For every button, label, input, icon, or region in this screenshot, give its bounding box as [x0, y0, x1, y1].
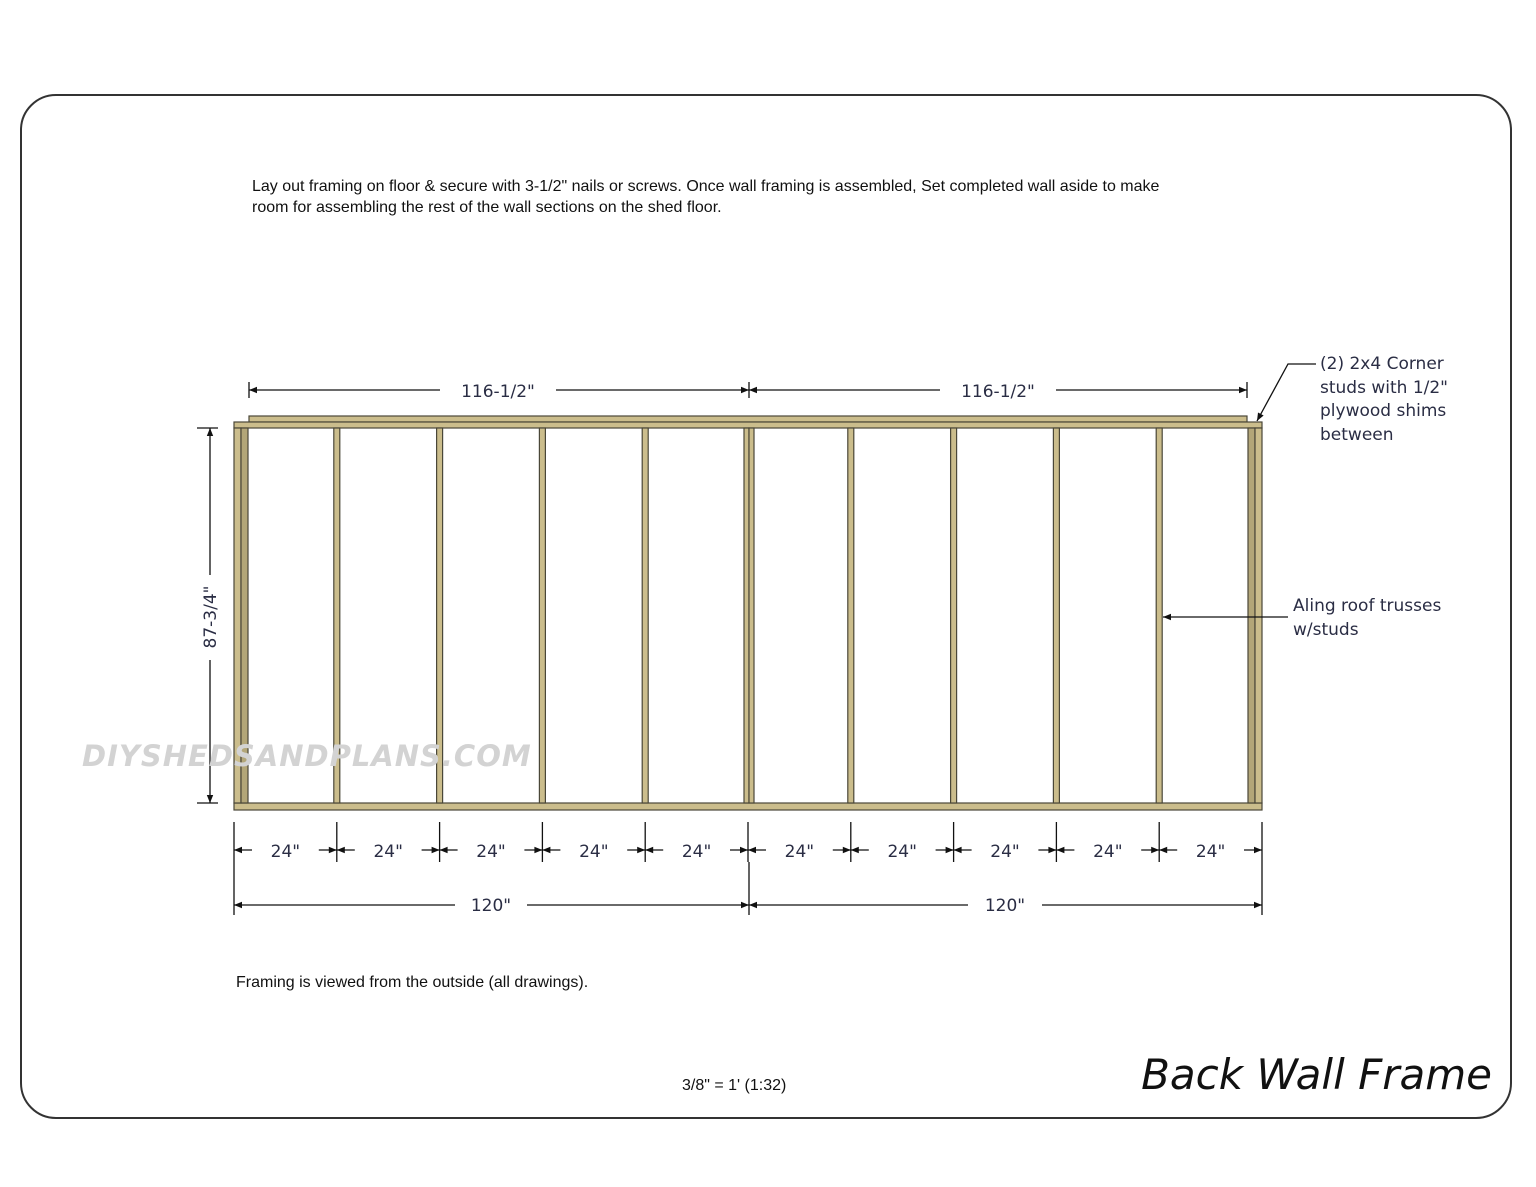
stud	[848, 428, 854, 803]
callout-line: (2) 2x4 Corner	[1320, 354, 1444, 374]
callout-line: w/studs	[1293, 619, 1359, 640]
stud	[539, 428, 545, 803]
corner-stud	[1255, 428, 1262, 803]
callout-line: studs with 1/2"	[1320, 377, 1448, 398]
dim-height: 87-3/4"	[201, 585, 221, 649]
lower-top-plate	[234, 422, 1262, 428]
dim-spacing: 24"	[270, 842, 301, 862]
dim-spacing: 24"	[1093, 842, 1123, 862]
dimension-group	[197, 364, 1316, 915]
dim-top-right: 116-1/2"	[961, 382, 1035, 402]
dim-spacing: 24"	[681, 842, 712, 862]
dim-spacing: 24"	[990, 842, 1020, 862]
middle-stud	[744, 428, 749, 803]
stud	[1156, 428, 1162, 803]
stud	[642, 428, 648, 803]
dim-spacing: 24"	[784, 842, 815, 862]
callout-line: between	[1320, 424, 1394, 445]
dim-spacing: 24"	[476, 842, 506, 862]
watermark-logo: DIYSHEDSANDPLANS.COM	[82, 739, 532, 773]
drawing-title: Back Wall Frame	[1141, 1050, 1492, 1099]
trusses-callout	[1293, 595, 1441, 642]
dim-total-left: 120"	[470, 896, 512, 916]
dim-spacing: 24"	[579, 842, 609, 862]
dim-spacing: 24"	[887, 842, 917, 862]
callout-line: Aling roof trusses	[1293, 596, 1442, 616]
bottom-plate	[234, 803, 1262, 810]
scale-text: 3/8" = 1' (1:32)	[682, 1077, 787, 1094]
callout-line: plywood shims	[1320, 401, 1447, 421]
corner-stud	[1248, 428, 1255, 803]
stud	[1053, 428, 1059, 803]
middle-stud	[749, 428, 754, 803]
dim-spacing: 24"	[1195, 842, 1226, 862]
dim-spacing: 24"	[373, 842, 403, 862]
upper-top-plate	[249, 416, 1247, 422]
dim-top-left: 116-1/2"	[461, 382, 535, 402]
dim-total-right: 120"	[984, 896, 1026, 916]
stud	[951, 428, 957, 803]
instructions-text: Lay out framing on floor & secure with 3-1/2" nails or screws. Once wall framing is assembled, Set completed wall aside to make room for assembling the rest of the wall sections on the shed floor.	[252, 178, 1160, 216]
corner-leader-line	[1257, 364, 1316, 421]
corner-studs-callout	[1320, 353, 1448, 447]
footnote-text: Framing is viewed from the outside (all drawings).	[236, 974, 589, 991]
